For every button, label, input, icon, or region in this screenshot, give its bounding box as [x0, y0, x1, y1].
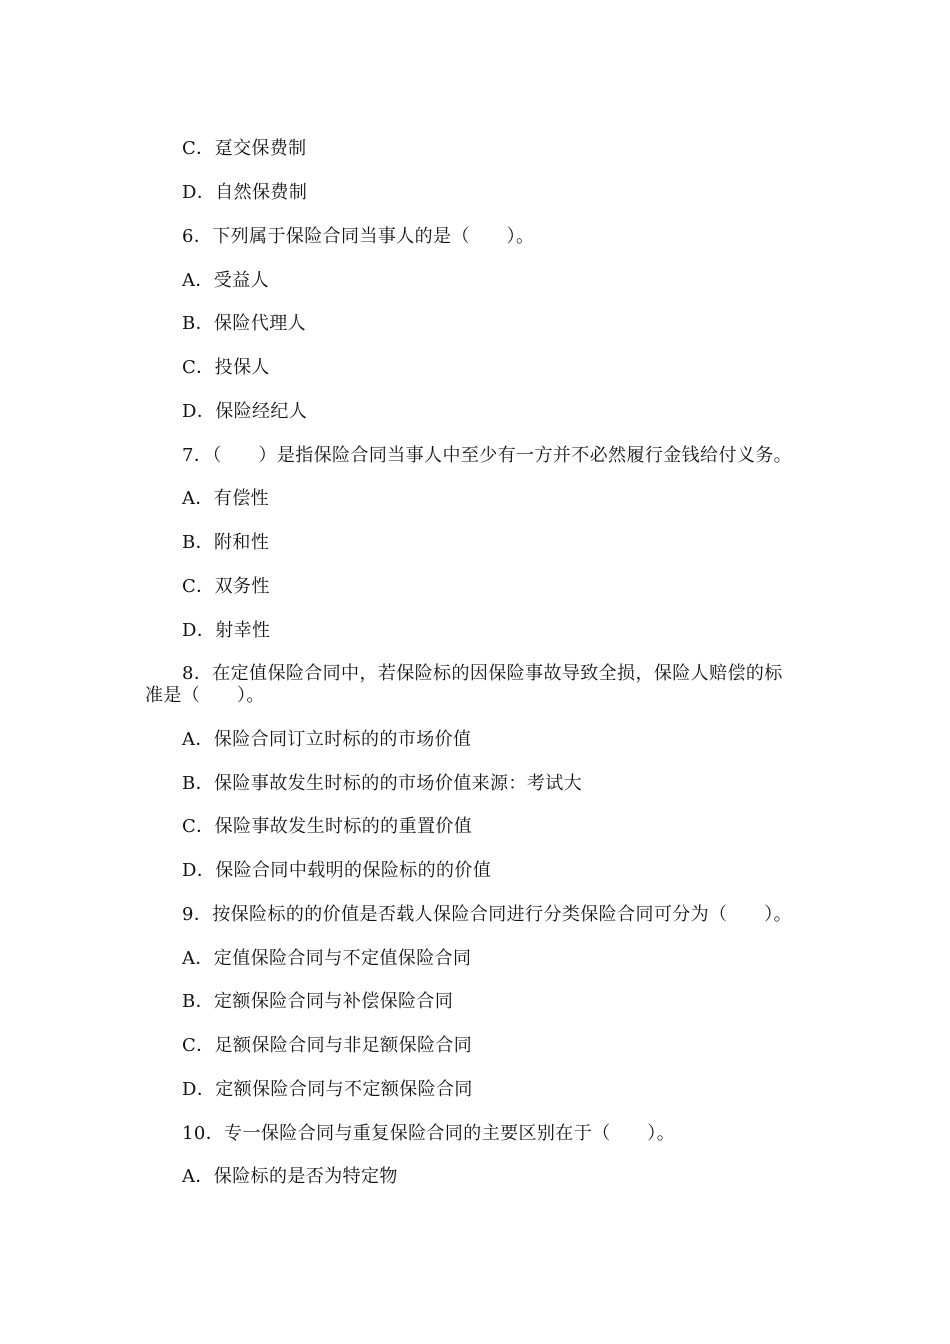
option-line: A．保险合同订立时标的的市场价值 — [182, 729, 472, 750]
option-line: C．趸交保费制 — [182, 138, 307, 159]
question-line: 8．在定值保险合同中，若保险标的因保险事故导致全损，保险人赔偿的标 — [182, 663, 783, 684]
question-line: 9．按保险标的的价值是否载人保险合同进行分类保险合同可分为（ ）。 — [182, 904, 793, 925]
option-line: B．保险代理人 — [182, 313, 307, 334]
option-line: C．保险事故发生时标的的重置价值 — [182, 816, 473, 837]
option-line: C．双务性 — [182, 576, 270, 597]
option-line: A．受益人 — [182, 270, 269, 291]
question-line: 7．（ ）是指保险合同当事人中至少有一方并不必然履行金钱给付义务。 — [182, 445, 793, 466]
option-line: D．保险经纪人 — [182, 401, 308, 422]
option-line: A．定值保险合同与不定值保险合同 — [182, 948, 472, 969]
option-line: B．定额保险合同与补偿保险合同 — [182, 991, 454, 1012]
question-line: 10．专一保险合同与重复保险合同的主要区别在于（ ）。 — [182, 1123, 676, 1144]
option-line: B．保险事故发生时标的的市场价值来源：考试大 — [182, 773, 583, 794]
option-line: D．自然保费制 — [182, 182, 308, 203]
option-line: A．保险标的是否为特定物 — [182, 1166, 398, 1187]
option-line: C．足额保险合同与非足额保险合同 — [182, 1035, 473, 1056]
option-line: D．保险合同中载明的保险标的的价值 — [182, 860, 492, 881]
option-line: A．有偿性 — [182, 488, 269, 509]
option-line: D．射幸性 — [182, 620, 271, 641]
option-line: C．投保人 — [182, 357, 270, 378]
option-line: B．附和性 — [182, 532, 270, 553]
option-line: D．定额保险合同与不定额保险合同 — [182, 1079, 473, 1100]
question-line: 6．下列属于保险合同当事人的是（ ）。 — [182, 226, 535, 247]
question-wrap-line: 准是（ ）。 — [145, 685, 265, 706]
